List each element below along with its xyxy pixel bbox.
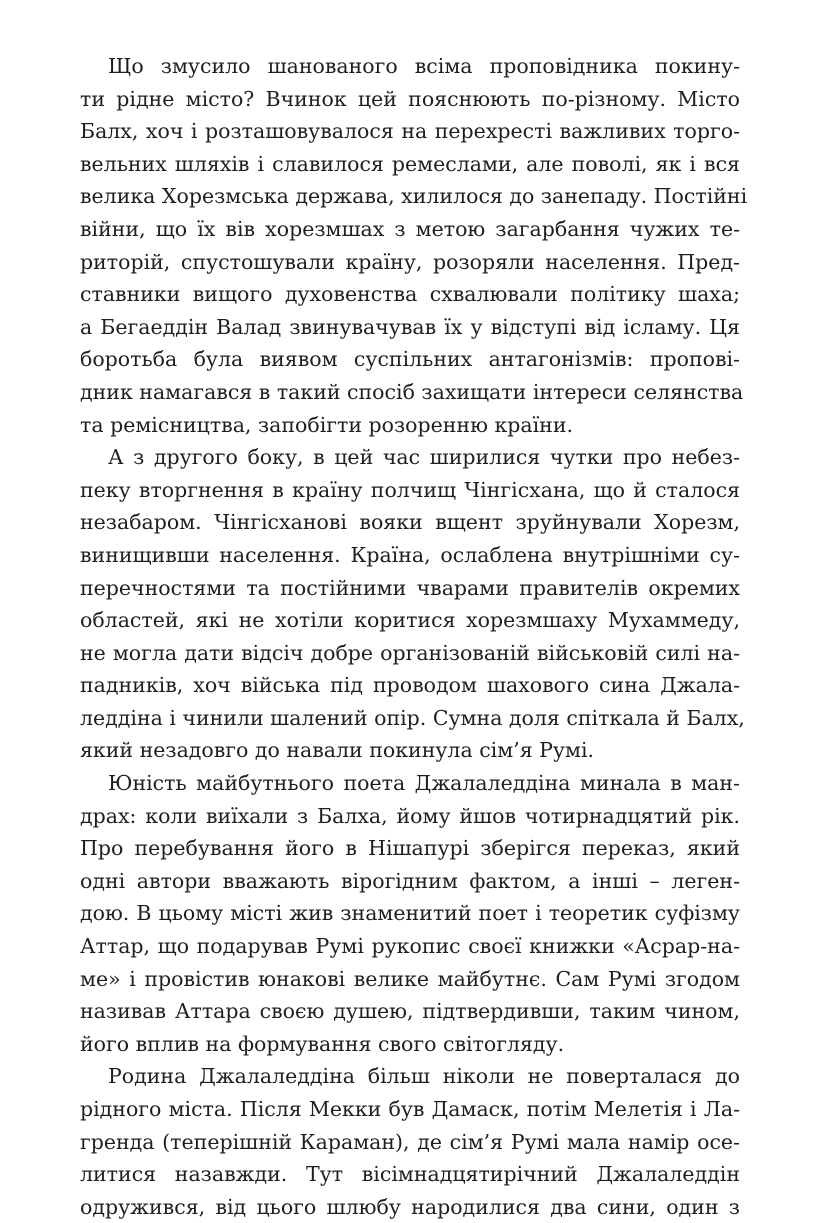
text-line: одні автори вважають вірогідним фактом, а інші – леген- xyxy=(80,868,740,893)
text-line: ме» і провістив юнакові велике майбутнє. Сам Румі згодом xyxy=(80,966,740,991)
text-line: литися назавжди. Тут вісімнадцятирічний Джалаледдін xyxy=(80,1162,740,1187)
text-line: драх: коли виїхали з Балха, йому йшов чотирнадцятий рік. xyxy=(80,803,740,828)
text-line: незабаром. Чінгісханові вояки вщент зруйнували Хорезм, xyxy=(80,510,740,535)
text-line: дою. В цьому місті жив знаменитий поет і теоретик суфізму xyxy=(80,901,740,926)
text-line: війни, що їх вів хорезмшах з метою загарбання чужих те- xyxy=(80,216,740,241)
text-line: рідного міста. Після Мекки був Дамаск, потім Мелетія і Ла- xyxy=(80,1097,740,1121)
text-line: дник намагався в такий спосіб захищати інтереси селянства xyxy=(80,379,744,404)
text-line: Балх, хоч і розташовувалося на перехресті важливих торго- xyxy=(80,119,740,144)
paragraph-3 xyxy=(80,767,740,1060)
text-line: його вплив на формування свого світогляду. xyxy=(80,1031,565,1056)
text-line: боротьба була виявом суспільних антагонізмів: пропові- xyxy=(80,347,740,372)
text-line: леддіна і чинили шалений опір. Сумна доля спіткала й Балх, xyxy=(80,705,745,730)
text-line: областей, які не хотіли коритися хорезмшаху Мухаммеду, xyxy=(80,608,740,633)
paragraph-2 xyxy=(80,441,745,767)
book-page xyxy=(80,50,748,1223)
text-line: Юність майбутнього поета Джалаледдіна минала в ман- xyxy=(108,771,740,796)
text-line: гренда (теперішній Караман), де сім’я Румі мала намір осе- xyxy=(80,1129,740,1154)
text-line: велика Хорезмська держава, хилилося до занепаду. Постійні xyxy=(80,184,748,209)
text-line: пеку вторгнення в країну полчищ Чінгісхана, що й сталося xyxy=(80,477,740,502)
text-line: падників, хоч війська під проводом шахового сина Джала- xyxy=(80,673,740,698)
text-line: не могла дати відсіч добре організованій військовій силі на- xyxy=(80,640,740,665)
paragraph-1 xyxy=(80,50,748,441)
text-line: називав Аттара своєю душею, підтвердивши, таким чином, xyxy=(80,999,740,1024)
text-line: Родина Джалаледдіна більш ніколи не поверталася до xyxy=(108,1064,740,1089)
text-line: перечностями та постійними чварами правителів окремих xyxy=(80,575,740,600)
text-line: риторій, спустошували країну, розоряли населення. Пред- xyxy=(80,249,740,274)
text-line: а Бегаеддін Валад звинувачував їх у відступі від ісламу. Ця xyxy=(80,314,740,339)
paragraph-4 xyxy=(80,1060,740,1223)
text-line: вельних шляхів і славилося ремеслами, але поволі, як і вся xyxy=(80,151,740,176)
text-line: А з другого боку, в цей час ширилися чутки про небез- xyxy=(108,445,740,470)
text-line: ти рідне місто? Вчинок цей пояснюють по-різному. Місто xyxy=(80,86,740,111)
text-line: який незадовго до навали покинула сім’я Румі. xyxy=(80,738,595,763)
text-line: винищивши населення. Країна, ослаблена внутрішніми су- xyxy=(80,542,740,567)
text-line: одружився, від цього шлюбу народилися два сини, один з xyxy=(80,1194,740,1219)
text-line: Про перебування його в Нішапурі зберігся переказ, який xyxy=(80,836,740,861)
text-line: ставники вищого духовенства схвалювали політику шаха; xyxy=(80,282,740,307)
text-line: Аттар, що подарував Румі рукопис своєї книжки «Асрар-на- xyxy=(80,934,740,959)
text-line: та ремісництва, запобігти розоренню країни. xyxy=(80,412,574,437)
text-line: Що змусило шанованого всіма проповідника покину- xyxy=(108,54,740,78)
